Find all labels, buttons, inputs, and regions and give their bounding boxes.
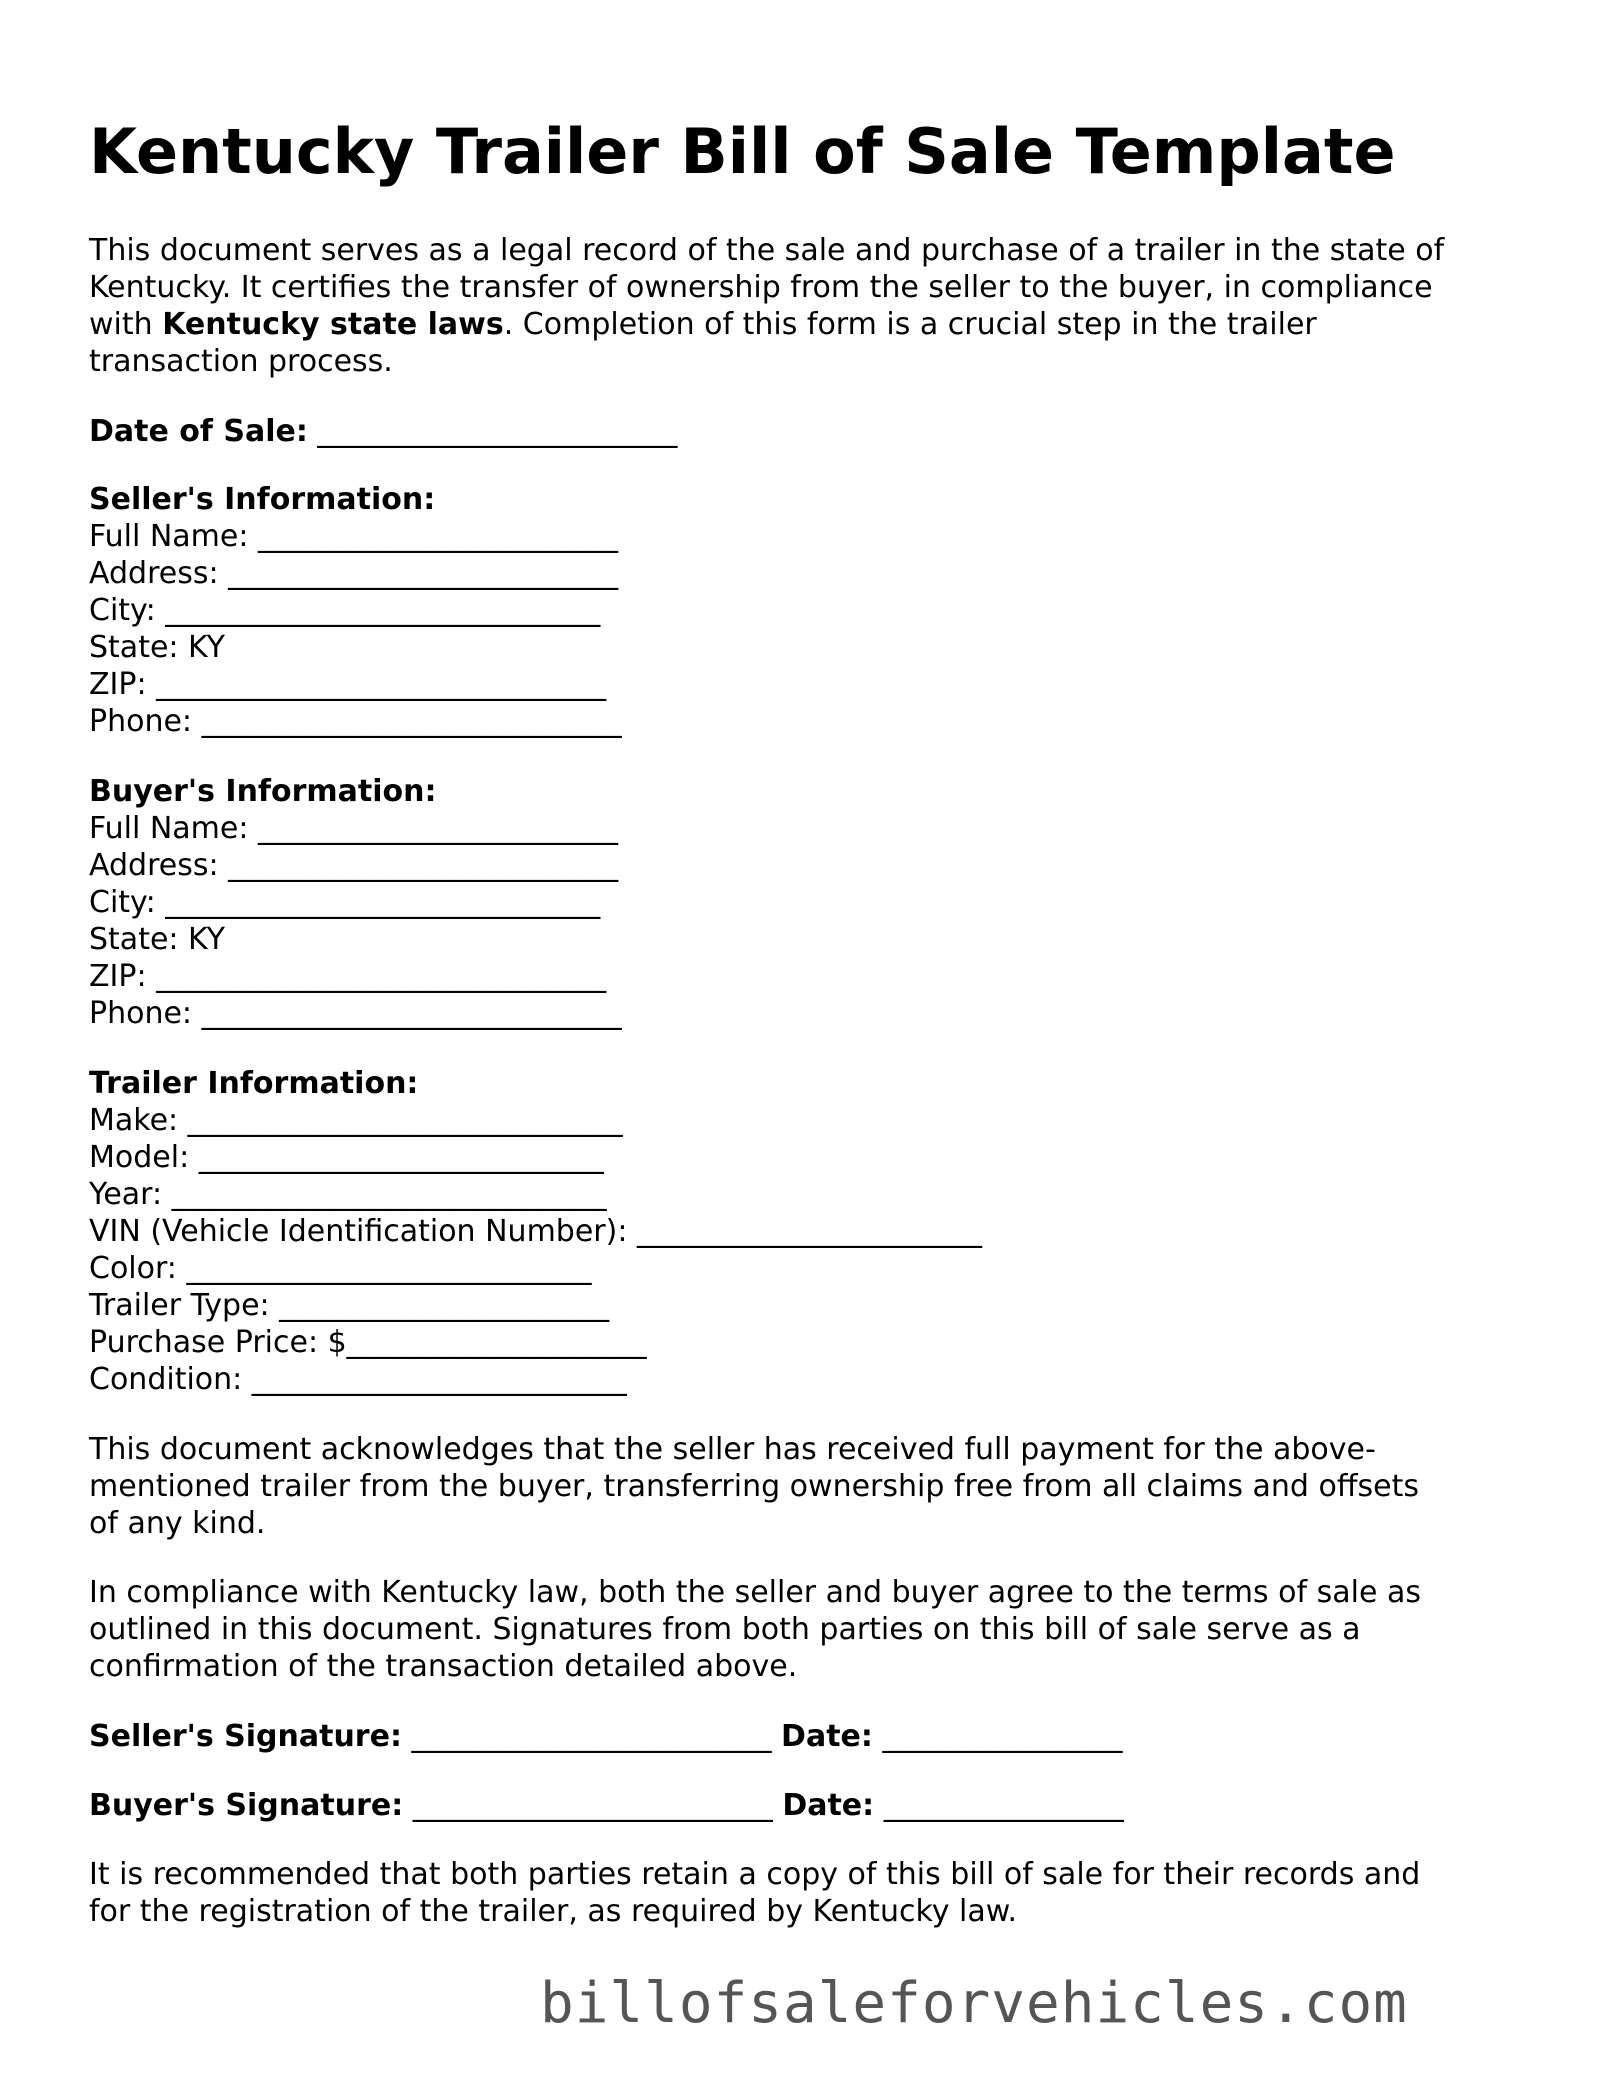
date-of-sale-label: Date of Sale: bbox=[89, 414, 308, 449]
ack-line-2: mentioned trailer from the buyer, transferring ownership free from all claims and offsets bbox=[89, 1469, 1419, 1504]
intro-line-2: Kentucky. It certifies the transfer of ownership from the seller to the buyer, in compliance bbox=[89, 270, 1433, 305]
intro-line-1: This document serves as a legal record of the sale and purchase of a trailer in the state of bbox=[89, 233, 1445, 268]
compliance-line-1: In compliance with Kentucky law, both the seller and buyer agree to the terms of sale as bbox=[89, 1575, 1421, 1610]
intro-line-3 bbox=[89, 306, 1317, 343]
seller-zip-field[interactable]: ZIP: ______________________________ bbox=[89, 667, 607, 702]
date-of-sale-row bbox=[89, 413, 677, 450]
buyer-zip-field[interactable]: ZIP: ______________________________ bbox=[89, 959, 607, 994]
buyer-phone-field[interactable]: Phone: ____________________________ bbox=[89, 996, 622, 1031]
trailer-make-field[interactable]: Make: _____________________________ bbox=[89, 1103, 623, 1138]
buyer-signature-field[interactable]: ________________________ bbox=[412, 1788, 773, 1823]
date-of-sale-field[interactable]: ________________________ bbox=[317, 414, 678, 449]
buyer-state: State: KY bbox=[89, 922, 225, 957]
trailer-type-field[interactable]: Trailer Type: ______________________ bbox=[89, 1288, 610, 1323]
trailer-price-field[interactable]: Purchase Price: $____________________ bbox=[89, 1325, 647, 1360]
buyer-signature-row bbox=[89, 1787, 1124, 1824]
intro-line-3-post: . Completion of this form is a crucial step in the trailer bbox=[503, 307, 1317, 342]
document-title: Kentucky Trailer Bill of Sale Template bbox=[89, 115, 1396, 188]
trailer-model-field[interactable]: Model: ___________________________ bbox=[89, 1140, 604, 1175]
buyer-date-field[interactable]: ________________ bbox=[883, 1788, 1124, 1823]
seller-address-field[interactable]: Address: __________________________ bbox=[89, 556, 619, 591]
buyer-city-field[interactable]: City: _____________________________ bbox=[89, 885, 601, 920]
seller-phone-field[interactable]: Phone: ____________________________ bbox=[89, 704, 622, 739]
trailer-vin-field[interactable]: VIN (Vehicle Identification Number): _______________________ bbox=[89, 1214, 982, 1249]
buyer-address-field[interactable]: Address: __________________________ bbox=[89, 848, 619, 883]
site-watermark: billofsaleforvehicles.com bbox=[540, 1971, 1408, 2036]
compliance-line-3: confirmation of the transaction detailed above. bbox=[89, 1649, 798, 1684]
trailer-condition-field[interactable]: Condition: _________________________ bbox=[89, 1362, 627, 1397]
intro-line-4: transaction process. bbox=[89, 344, 393, 379]
seller-signature-label: Seller's Signature: bbox=[89, 1719, 402, 1754]
buyer-heading: Buyer's Information: bbox=[89, 774, 437, 809]
intro-bold-text: Kentucky state laws bbox=[162, 307, 504, 342]
closing-line-1: It is recommended that both parties retain a copy of this bill of sale for their records and bbox=[89, 1857, 1421, 1892]
trailer-color-field[interactable]: Color: ___________________________ bbox=[89, 1251, 592, 1286]
trailer-heading: Trailer Information: bbox=[89, 1066, 419, 1101]
seller-signature-row bbox=[89, 1718, 1122, 1755]
seller-city-field[interactable]: City: _____________________________ bbox=[89, 593, 601, 628]
intro-line-3-pre: with bbox=[89, 307, 163, 342]
ack-line-3: of any kind. bbox=[89, 1506, 266, 1541]
seller-state: State: KY bbox=[89, 630, 225, 665]
seller-heading: Seller's Information: bbox=[89, 482, 436, 517]
seller-signature-field[interactable]: ________________________ bbox=[411, 1719, 772, 1754]
buyer-date-label: Date: bbox=[782, 1788, 875, 1823]
buyer-full-name-field[interactable]: Full Name: ________________________ bbox=[89, 811, 618, 846]
seller-full-name-field[interactable]: Full Name: ________________________ bbox=[89, 519, 618, 554]
seller-date-field[interactable]: ________________ bbox=[882, 1719, 1123, 1754]
buyer-signature-label: Buyer's Signature: bbox=[89, 1788, 404, 1823]
trailer-year-field[interactable]: Year: _____________________________ bbox=[89, 1177, 607, 1212]
ack-line-1: This document acknowledges that the seller has received full payment for the above- bbox=[89, 1432, 1376, 1467]
seller-date-label: Date: bbox=[781, 1719, 873, 1754]
closing-line-2: for the registration of the trailer, as required by Kentucky law. bbox=[89, 1894, 1018, 1929]
compliance-line-2: outlined in this document. Signatures from both parties on this bill of sale serve as a bbox=[89, 1612, 1361, 1647]
